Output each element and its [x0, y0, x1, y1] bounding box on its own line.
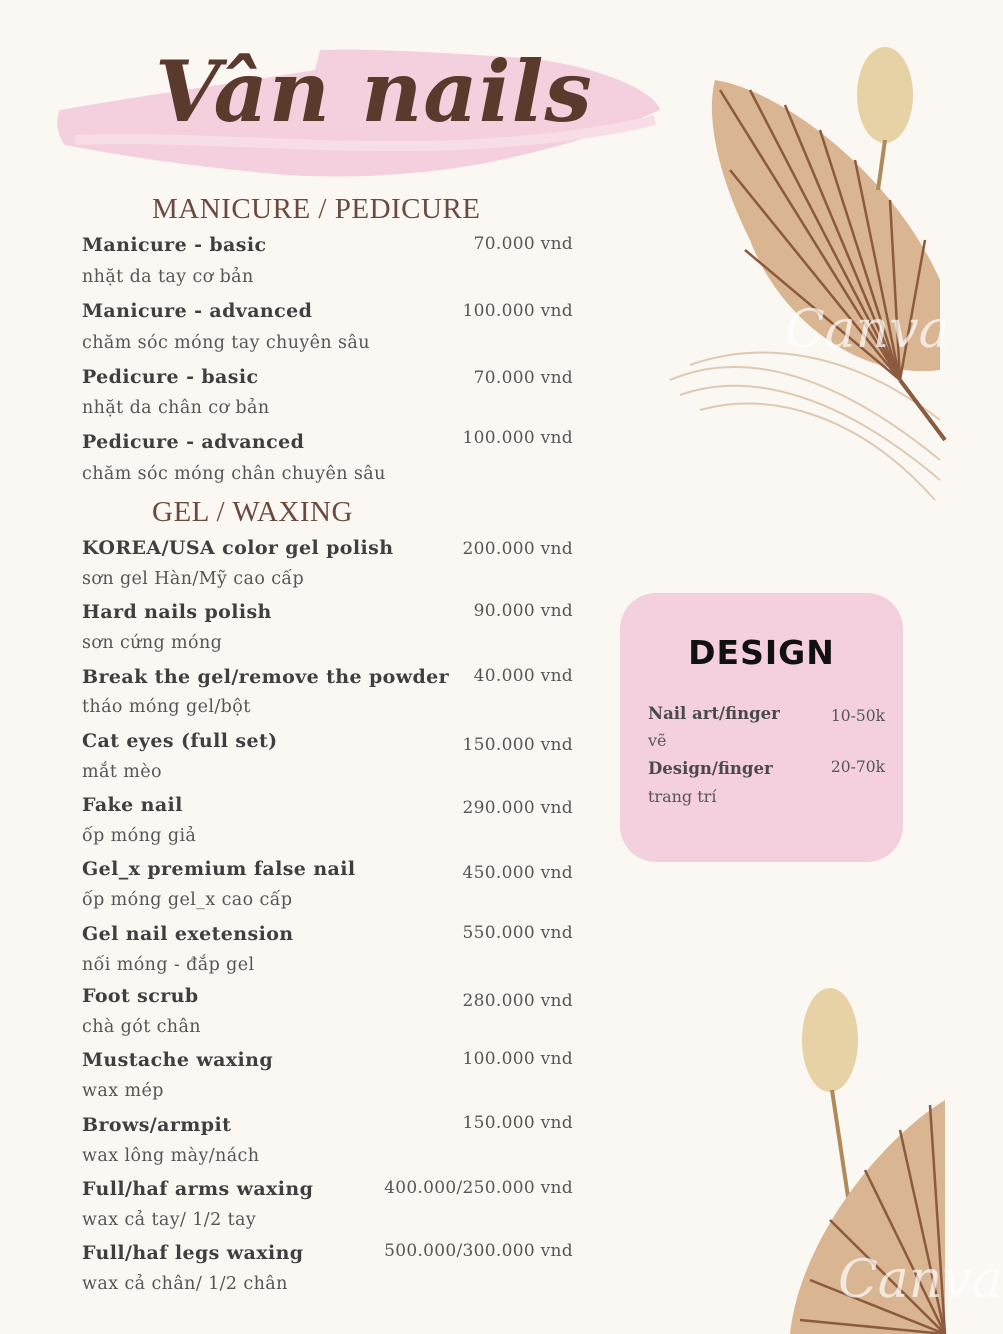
- watermark: Canva: [785, 300, 950, 360]
- service-price: 400.000/250.000 vnd: [384, 1178, 573, 1198]
- design-service-name: Nail art/finger: [648, 704, 780, 723]
- service-description: chăm sóc móng chân chuyên sâu: [82, 464, 386, 484]
- service-description: sơn cứng móng: [82, 633, 223, 653]
- design-service-price: 10-50k: [830, 707, 885, 725]
- service-price: 150.000 vnd: [462, 1113, 573, 1133]
- service-description: wax lông mày/nách: [82, 1146, 260, 1166]
- service-price: 450.000 vnd: [462, 863, 573, 883]
- design-service-description: trang trí: [648, 787, 717, 806]
- service-price: 90.000 vnd: [473, 601, 573, 621]
- service-price: 70.000 vnd: [473, 234, 573, 254]
- service-description: wax cả chân/ 1/2 chân: [82, 1274, 288, 1294]
- section-heading-gel-waxing: GEL / WAXING: [152, 496, 353, 528]
- service-price: 100.000 vnd: [462, 1049, 573, 1069]
- service-name: Full/haf legs waxing: [82, 1242, 304, 1264]
- service-price: 70.000 vnd: [473, 368, 573, 388]
- service-price: 200.000 vnd: [462, 539, 573, 559]
- service-price: 550.000 vnd: [462, 923, 573, 943]
- service-description: wax cả tay/ 1/2 tay: [82, 1210, 257, 1230]
- service-description: ốp móng gel_x cao cấp: [82, 890, 293, 910]
- brand-title: Vân nails: [155, 42, 593, 141]
- service-price: 280.000 vnd: [462, 991, 573, 1011]
- service-name: Foot scrub: [82, 985, 199, 1007]
- service-name: Fake nail: [82, 794, 183, 816]
- service-description: nhặt da chân cơ bản: [82, 398, 270, 418]
- service-price: 290.000 vnd: [462, 798, 573, 818]
- service-name: Break the gel/remove the powder: [82, 666, 450, 688]
- design-service-name: Design/finger: [648, 759, 773, 778]
- design-pricing-card: [620, 593, 903, 862]
- service-description: ốp móng giả: [82, 826, 197, 846]
- service-name: Manicure - advanced: [82, 300, 313, 322]
- design-service-price: 20-70k: [830, 758, 885, 776]
- service-description: tháo móng gel/bột: [82, 697, 251, 717]
- service-name: Cat eyes (full set): [82, 730, 278, 752]
- service-name: Gel nail exetension: [82, 923, 294, 945]
- section-heading-manicure-pedicure: MANICURE / PEDICURE: [152, 193, 481, 225]
- service-description: sơn gel Hàn/Mỹ cao cấp: [82, 569, 305, 589]
- service-description: nối móng - đắp gel: [82, 955, 255, 975]
- watermark: Canva: [838, 1250, 1003, 1310]
- service-name: KOREA/USA color gel polish: [82, 537, 394, 559]
- service-name: Gel_x premium false nail: [82, 858, 356, 880]
- service-price: 40.000 vnd: [473, 666, 573, 686]
- service-name: Manicure - basic: [82, 234, 267, 256]
- service-name: Hard nails polish: [82, 601, 272, 623]
- service-price: 100.000 vnd: [462, 428, 573, 448]
- design-service-description: vẽ: [648, 731, 667, 750]
- design-title: DESIGN: [688, 633, 835, 672]
- service-name: Full/haf arms waxing: [82, 1178, 314, 1200]
- service-price: 100.000 vnd: [462, 301, 573, 321]
- service-price: 150.000 vnd: [462, 735, 573, 755]
- service-price: 500.000/300.000 vnd: [384, 1241, 573, 1261]
- service-name: Brows/armpit: [82, 1114, 232, 1136]
- service-description: wax mép: [82, 1081, 164, 1101]
- service-description: chà gót chân: [82, 1017, 201, 1037]
- service-name: Pedicure - advanced: [82, 431, 305, 453]
- service-description: chăm sóc móng tay chuyên sâu: [82, 333, 370, 353]
- service-name: Pedicure - basic: [82, 366, 259, 388]
- service-name: Mustache waxing: [82, 1049, 274, 1071]
- dried-palm-leaf-icon: [660, 20, 945, 510]
- service-description: nhặt da tay cơ bản: [82, 267, 254, 287]
- service-description: mắt mèo: [82, 762, 162, 782]
